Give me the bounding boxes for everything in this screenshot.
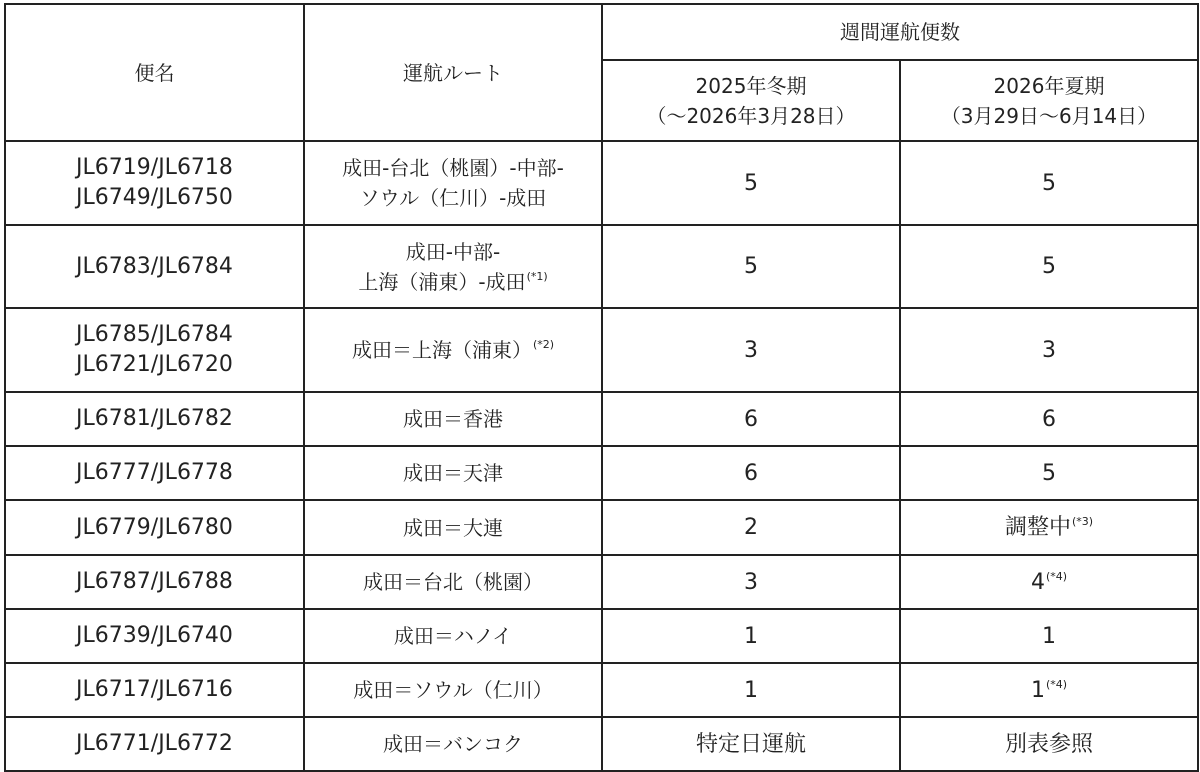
summer-count: 1 [1030,677,1045,703]
summer-count-cell [900,308,1198,392]
winter-count: 5 [744,170,758,196]
summer-count-cell [900,717,1198,771]
flight-cell [5,446,304,500]
route-line [309,183,597,213]
route-line [309,335,597,365]
route-footnote-mark: (*1) [526,269,548,283]
route-line [309,729,597,759]
route-cell [304,392,602,446]
winter-count: 3 [744,569,758,595]
flight-number: JL6783/JL6784 [76,253,233,279]
route-cell [304,446,602,500]
route-cell [304,308,602,392]
winter-count-cell [602,663,900,717]
flight-number: JL6779/JL6780 [76,514,233,540]
route-text: 成田＝台北（桃園） [363,570,543,594]
table-row [5,308,1198,392]
route-line [309,153,597,183]
winter-count: 特定日運航 [695,731,806,757]
summer-count-cell [900,500,1198,555]
table-row [5,225,1198,308]
route-text: 成田-中部- [405,239,501,264]
route-cell [304,663,602,717]
summer-count: 5 [1042,170,1056,196]
flight-number: JL6739/JL6740 [76,623,233,648]
summer-count-cell [900,392,1198,446]
flight-number: JL6777/JL6778 [76,460,233,485]
route-cell [304,609,602,663]
summer-count-cell [900,225,1198,308]
flight-cell [5,663,304,717]
table-row [5,141,1198,225]
flight-schedule-table [4,3,1199,772]
winter-count: 2 [744,515,758,540]
table-row [5,609,1198,663]
table-row [5,392,1198,446]
flight-cell [5,500,304,555]
winter-count: 3 [744,337,758,363]
flight-number: JL6719/JL6718 [76,155,233,180]
flight-cell [5,308,304,392]
route-text: 成田-台北（桃園）-中部- [342,156,564,180]
winter-count-cell [602,446,900,500]
winter-count-cell [602,392,900,446]
winter-count: 1 [744,623,758,649]
winter-count-cell [602,555,900,609]
summer-count: 3 [1042,337,1056,363]
header-winter-line1: 2025年冬期 [695,73,807,98]
summer-count-cell [900,663,1198,717]
route-text: 成田＝天津 [403,461,503,485]
summer-count-cell [900,555,1198,609]
winter-count-cell [602,500,900,555]
route-text: 成田＝上海（浦東） [351,338,532,362]
route-cell [304,555,602,609]
route-text: ソウル（仁川）-成田 [359,186,547,210]
route-text: 成田＝大連 [403,515,503,540]
summer-count: 1 [1042,623,1056,649]
flight-cell [5,225,304,308]
winter-count: 5 [744,254,758,279]
header-weekly-flights: 週間運航便数 [602,4,1198,60]
summer-count: 調整中 [1004,515,1071,540]
route-cell [304,717,602,771]
route-text: 成田＝バンコク [383,732,523,756]
header-flight: 便名 [5,4,304,141]
summer-count: 4 [1030,569,1045,595]
flight-number: JL6771/JL6772 [76,731,233,756]
route-line [309,458,597,488]
route-line [309,621,597,651]
header-row-1 [5,4,1198,60]
summer-count-cell [900,141,1198,225]
winter-count: 1 [744,677,758,703]
route-cell [304,141,602,225]
flight-cell [5,609,304,663]
header-summer [900,60,1198,141]
winter-count: 6 [744,406,758,432]
summer-count-cell [900,446,1198,500]
summer-count: 別表参照 [1004,731,1093,757]
flight-cell [5,141,304,225]
route-line [309,267,597,297]
flight-number: JL6781/JL6782 [76,406,233,431]
flight-cell [5,717,304,771]
header-summer-line1: 2026年夏期 [993,73,1105,98]
flight-cell [5,555,304,609]
route-footnote-mark: (*2) [532,338,555,351]
flight-number: JL6721/JL6720 [76,352,233,377]
summer-count: 5 [1042,460,1056,486]
route-line [309,567,597,597]
winter-count-cell [602,717,900,771]
route-cell [304,500,602,555]
flight-cell [5,392,304,446]
header-winter-line2: （～2026年3月28日） [646,103,856,128]
summer-footnote-mark: (*4) [1045,677,1068,691]
winter-count: 6 [744,460,758,486]
header-summer-line2: （3月29日～6月14日） [940,103,1158,128]
route-line [309,675,597,705]
table-row [5,500,1198,555]
route-text: 成田＝ソウル（仁川） [353,678,553,702]
flight-number: JL6787/JL6788 [76,569,233,594]
summer-count: 6 [1042,406,1056,432]
table-row [5,555,1198,609]
header-route: 運航ルート [304,4,602,141]
winter-count-cell [602,225,900,308]
route-text: 成田＝ハノイ [393,624,513,648]
route-text: 成田＝香港 [403,407,503,431]
winter-count-cell [602,609,900,663]
table-body [5,141,1198,771]
route-text: 上海（浦東）-成田 [358,269,526,294]
winter-count-cell [602,141,900,225]
route-cell [304,225,602,308]
route-line [309,513,597,543]
route-line [309,237,597,267]
flight-number: JL6749/JL6750 [76,185,233,210]
summer-footnote-mark: (*3) [1071,515,1094,528]
summer-footnote-mark: (*4) [1045,569,1068,583]
summer-count-cell [900,609,1198,663]
header-winter [602,60,900,141]
winter-count-cell [602,308,900,392]
route-line [309,404,597,434]
table-row [5,717,1198,771]
table-row [5,663,1198,717]
flight-number: JL6717/JL6716 [76,677,233,702]
summer-count: 5 [1042,254,1056,279]
flight-number: JL6785/JL6784 [76,322,233,347]
table-row [5,446,1198,500]
